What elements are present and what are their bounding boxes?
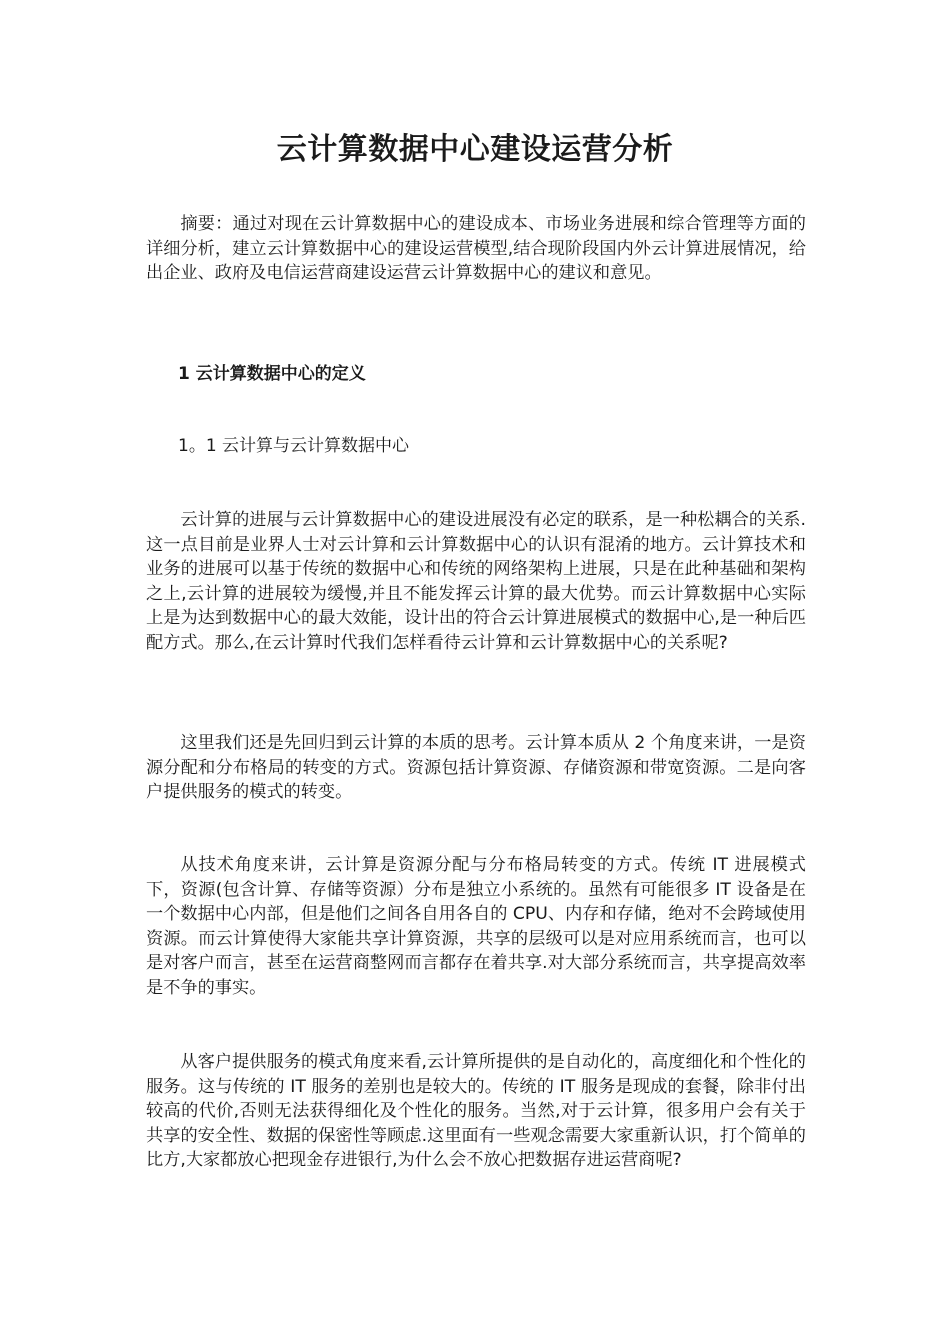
document-title: 云计算数据中心建设运营分析 bbox=[276, 132, 674, 167]
section-heading: 1 云计算数据中心的定义 bbox=[178, 364, 366, 384]
body-paragraph: 这里我们还是先回归到云计算的本质的思考。云计算本质从 2 个角度来讲，一是资源分配和分布格局的转变的方式。资源包括计算资源、存储资源和带宽资源。二是向客户提供服务的模式的转变。 bbox=[146, 733, 806, 803]
subsection-heading: 1。1 云计算与云计算数据中心 bbox=[178, 436, 410, 456]
body-paragraph: 从技术角度来讲，云计算是资源分配与分布格局转变的方式。传统 IT 进展模式下，资源(包含计算、存储等资源）分布是独立小系统的。虽然有可能很多 IT 设备是在一个数据中心内部，但是他们之间各自用各自的 CPU、内存和存储，绝对不会跨域使用资源。而云计算使得大家能共享计算资源，共享的层级可以是对应用系统而言，也可以是对客户而言，甚至在运营商整网而言都存在着共享.对大部分系统而言，共享提高效率是不争的事实。 bbox=[146, 855, 806, 998]
abstract-paragraph: 摘要：通过对现在云计算数据中心的建设成本、市场业务进展和综合管理等方面的详细分析，建立云计算数据中心的建设运营模型,结合现阶段国内外云计算进展情况，给出企业、政府及电信运营商建设运营云计算数据中心的建议和意见。 bbox=[146, 214, 806, 284]
body-paragraph: 云计算的进展与云计算数据中心的建设进展没有必定的联系，是一种松耦合的关系.这一点目前是业界人士对云计算和云计算数据中心的认识有混淆的地方。云计算技术和业务的进展可以基于传统的数据中心和传统的网络架构上进展，只是在此种基础和架构之上,云计算的进展较为缓慢,并且不能发挥云计算的最大优势。而云计算数据中心实际上是为达到数据中心的最大效能，设计出的符合云计算进展模式的数据中心,是一种后匹配方式。那么,在云计算时代我们怎样看待云计算和云计算数据中心的关系呢? bbox=[146, 510, 806, 653]
body-paragraph: 从客户提供服务的模式角度来看,云计算所提供的是自动化的，高度细化和个性化的服务。这与传统的 IT 服务的差别也是较大的。传统的 IT 服务是现成的套餐，除非付出较高的代价,否则无法获得细化及个性化的服务。当然,对于云计算，很多用户会有关于共享的安全性、数据的保密性等顾虑.这里面有一些观念需要大家重新认识，打个简单的比方,大家都放心把现金存进银行,为什么会不放心把数据存进运营商呢? bbox=[146, 1052, 806, 1171]
